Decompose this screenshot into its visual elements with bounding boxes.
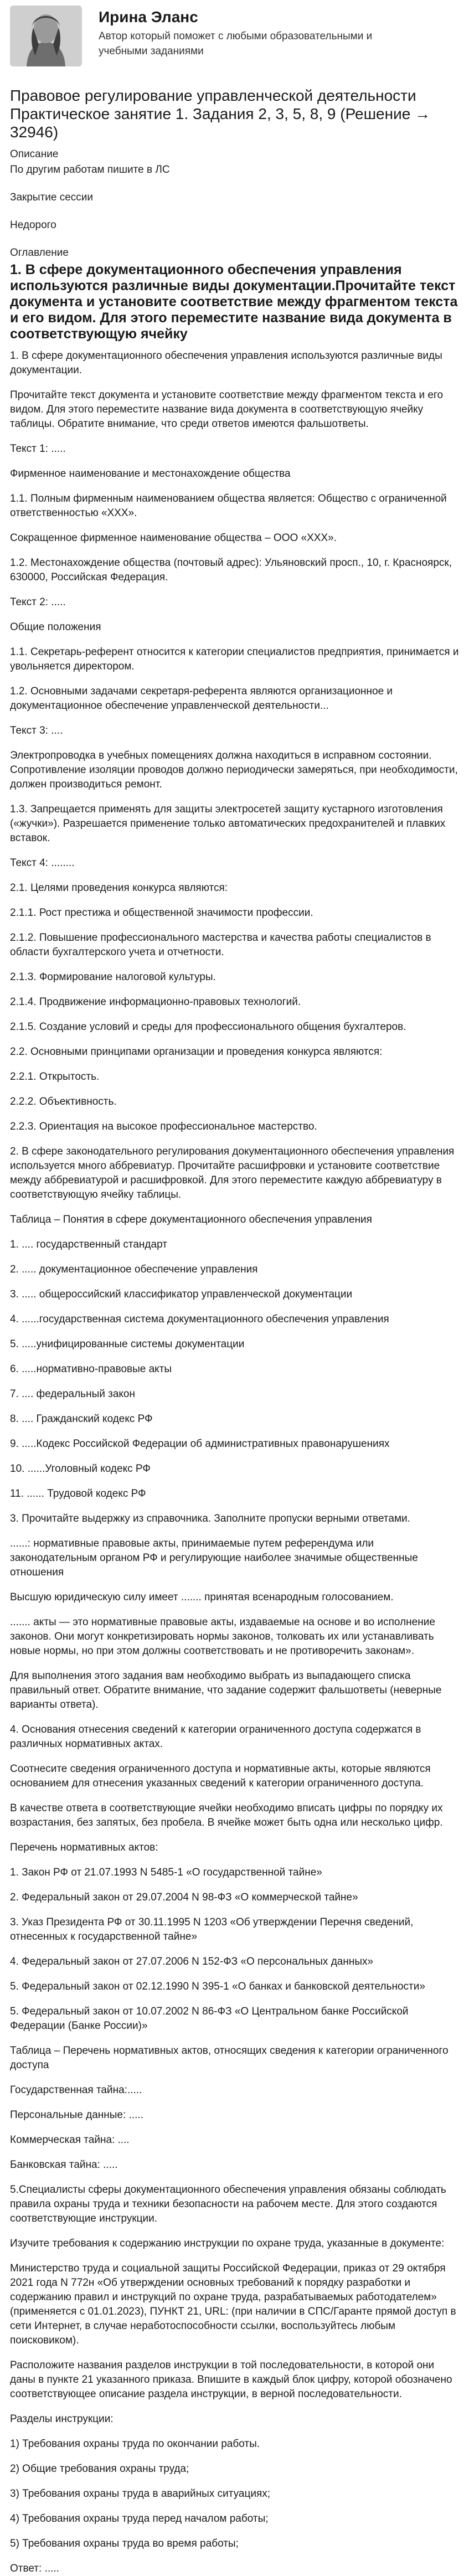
author-info — [99, 6, 409, 59]
toc-label: Оглавление — [10, 247, 69, 259]
paragraph: В качестве ответа в соответствующие ячейки необходимо вписать цифры по порядку их возрастания, без запятых, без пробела. В ячейке может быть одна или несколько цифр. — [10, 1802, 443, 1828]
paragraph: Таблица – Понятия в сфере документационного обеспечения управления — [10, 1214, 372, 1225]
paragraph: 1.2. Местонахождение общества (почтовый адрес): Ульяновский просп., 10, г. Красноярск, 630000, Российская Федерация. — [10, 557, 452, 583]
paragraph: 1.1. Полным фирменным наименованием общества является: Общество с ограниченной ответственностью «ХХХ». — [10, 493, 447, 519]
paragraph: Таблица – Перечень нормативных актов, относящих сведения к категории ограниченного доступа — [10, 2045, 449, 2071]
paragraph: 2.1.3. Формирование налоговой культуры. — [10, 971, 216, 983]
paragraph: Прочитайте текст документа и установите соответствие между фрагментом текста и его видом. Для этого переместите название вида документа в соответствующую ячейку таблицы. Обратите внимание, что среди ответов имеются фальшответы. — [10, 389, 444, 430]
author-name[interactable]: Ирина Эланс — [99, 8, 198, 25]
paragraph: Ответ: ..... — [10, 2563, 59, 2574]
paragraph: Фирменное наименование и местонахождение общества — [10, 468, 291, 480]
paragraph: Государственная тайна:..... — [10, 2084, 142, 2096]
paragraph: 5.Специалисты сферы документационного обеспечения управления обязаны соблюдать правила охраны труда и техники безопасности на рабочем месте. Для этого создаются соответствующие инструкции. — [10, 2184, 446, 2224]
paragraph: Министерство труда и социальной защиты Российской Федерации, приказ от 29 октября 2021 года N 772н «Об утверждении основных требований к порядку разработки и содержанию правил и инструкций по охране труда, разрабатываемых работодателем» (применяется с 01.01.2023), ПУНКТ 21, URL: (при наличии в СПС/Гаранте прямой доступ в сети Интернет, в случае неработоспособности ссылки, воспользуйтесь любым поисковиком). — [10, 2263, 456, 2346]
paragraph: Изучите требования к содержанию инструкции по охране труда, указанные в документе: — [10, 2238, 445, 2249]
paragraph: 11. ...... Трудовой кодекс РФ — [10, 1488, 146, 1500]
paragraph: 1.3. Запрещается применять для защиты электросетей защиту кустарного изготовления («жучки»). Разрешается применение только автоматических предохранителей и плавких вставок. — [10, 803, 446, 844]
author-avatar[interactable] — [10, 6, 82, 66]
author-description: Автор который поможет с любыми образовательными и учебными заданиями — [99, 30, 373, 57]
paragraph: 2.1.4. Продвижение информационно-правовых технологий. — [10, 996, 301, 1008]
paragraph: 4. Основания отнесения сведений к категории ограниченного доступа содержатся в различных нормативных актах. — [10, 1724, 421, 1750]
session-text: Закрытие сессии — [10, 192, 94, 203]
paragraph: 3. Указ Президента РФ от 30.11.1995 N 1203 «Об утверждении Перечня сведений, отнесенных к государственной тайне» — [10, 1916, 414, 1943]
paragraph: 2.2.1. Открытость. — [10, 1071, 100, 1083]
paragraph: Высшую юридическую силу имеет ....... принятая всенародным голосованием. — [10, 1591, 394, 1603]
paragraph: Текст 2: ..... — [10, 596, 66, 608]
paragraph: Текст 4: ........ — [10, 857, 75, 869]
paragraph: ....... акты — это нормативные правовые акты, издаваемые на основе и во исполнение законов. Они могут конкретизировать нормы законов, толковать их или устанавливать новые нормы, но при этом должны соответствовать и не противоречить законам». — [10, 1616, 435, 1657]
paragraph: 1.2. Основными задачами секретаря-референта являются организационное и документационное обеспечение управленческой деятельности... — [10, 686, 393, 712]
paragraph: 2.1.2. Повышение профессионального мастерства и качества работы специалистов в области бухгалтерского учета и отчетности. — [10, 932, 431, 958]
paragraph: 2.1.1. Рост престижа и общественной значимости профессии. — [10, 907, 313, 919]
paragraph-list — [10, 349, 459, 2576]
paragraph: 9. .....Кодекс Российской Федерации об административных правонарушениях — [10, 1438, 390, 1450]
user-photo-icon — [10, 6, 82, 66]
paragraph: 5) Требования охраны труда во время работы; — [10, 2538, 239, 2549]
document-content — [10, 262, 459, 2576]
work-title: Правовое регулирование управленческой деятельности Практическое занятие 1. Задания 2, 3, 5, 8, 9 (Решение → 32946) — [10, 87, 431, 141]
paragraph: Текст 3: .... — [10, 725, 63, 736]
paragraph: 1. В сфере документационного обеспечения управления используются различные виды документации. — [10, 350, 442, 376]
paragraph: 4) Требования охраны труда перед началом работы; — [10, 2513, 269, 2525]
paragraph: 2. ..... документационное обеспечение управления — [10, 1264, 258, 1275]
paragraph: Для выполнения этого задания вам необходимо выбрать из выпадающего списка правильный ответ. Обратите внимание, что задание содержит фальшответы (неверные варианты ответа). — [10, 1670, 442, 1711]
paragraph: 1. Закон РФ от 21.07.1993 N 5485-1 «О государственной тайне» — [10, 1867, 322, 1878]
paragraph: 3. ..... общероссийский классификатор управленческой документации — [10, 1289, 353, 1300]
paragraph: Общие положения — [10, 621, 101, 633]
paragraph: 1) Требования охраны труда по окончании работы. — [10, 2438, 260, 2450]
paragraph: 2.1.5. Создание условий и среды для профессионального общения бухгалтеров. — [10, 1021, 406, 1033]
paragraph: 1. .... государственный стандарт — [10, 1239, 167, 1250]
task-heading: 1. В сфере документационного обеспечения управления используются различные виды документации.Прочитайте текст документа и установите соответствие между фрагментом текста и его видом. Для этого переместите название вида документа в соответствующую ячейку — [10, 262, 458, 342]
paragraph: Банковская тайна: ..... — [10, 2159, 118, 2171]
paragraph: 3) Требования охраны труда в аварийных ситуациях; — [10, 2488, 271, 2500]
paragraph: 2. В сфере законодательного регулирования документационного обеспечения управления используется много аббревиатур. Прочитайте расшифровки и установите соответствие между аббревиатурой и расшифровкой. Для этого переместите каждую аббревиатуру в соответствующую ячейку таблицы. — [10, 1146, 455, 1201]
paragraph: Коммерческая тайна: .... — [10, 2134, 130, 2146]
paragraph: Текст 1: ..... — [10, 443, 66, 455]
paragraph: 5. .....унифицированные системы документации — [10, 1338, 245, 1350]
paragraph: 5. Федеральный закон от 10.07.2002 N 86-ФЗ «О Центральном банке Российской Федерации (Банке России)» — [10, 2006, 409, 2032]
paragraph: Электропроводка в учебных помещениях должна находиться в исправном состоянии. Сопротивление изоляции проводов должно периодически замеряться, при необходимости, должен производиться ремонт. — [10, 750, 458, 790]
paragraph: 2.2. Основными принципами организации и проведения конкурса являются: — [10, 1046, 383, 1058]
paragraph: Расположите названия разделов инструкции в той последовательности, в которой они даны в пункте 21 указанного приказа. Впишите в каждый блок цифру, которой обозначено соответствующее описание раздела инструкции, в верной последовательности. — [10, 2359, 452, 2400]
paragraph: 2.2.2. Объективность. — [10, 1096, 117, 1107]
paragraph: Сокращенное фирменное наименование общества – ООО «ХХХ». — [10, 532, 337, 544]
description-label: Описание — [10, 148, 59, 160]
paragraph: 6. .....нормативно-правовые акты — [10, 1363, 172, 1375]
paragraph: Соотнесите сведения ограниченного доступа и нормативные акты, которые являются основанием для отнесения указанных сведений к категории ограниченного доступа. — [10, 1763, 431, 1789]
paragraph: 2.1. Целями проведения конкурса являются: — [10, 882, 228, 894]
description-value: По другим работам пишите в ЛС — [10, 164, 170, 176]
paragraph: 7. .... федеральный закон — [10, 1388, 135, 1400]
paragraph: Разделы инструкции: — [10, 2413, 114, 2425]
paragraph: 3. Прочитайте выдержку из справочника. Заполните пропуски верными ответами. — [10, 1513, 410, 1524]
paragraph: 2) Общие требования охраны труда; — [10, 2463, 189, 2475]
paragraph: Персональные данные: ..... — [10, 2109, 143, 2121]
paragraph: 4. ......государственная система документационного обеспечения управления — [10, 1313, 389, 1325]
paragraph: 4. Федеральный закон от 27.07.2006 N 152-ФЗ «О персональных данных» — [10, 1956, 374, 1967]
price-note: Недорого — [10, 219, 56, 231]
paragraph: 2. Федеральный закон от 29.07.2004 N 98-ФЗ «О коммерческой тайне» — [10, 1892, 358, 1903]
paragraph: ......: нормативные правовые акты, принимаемые путем референдума или законодательным органом РФ и регулирующие наиболее значимые общественные отношения — [10, 1538, 418, 1578]
paragraph: 1.1. Секретарь-референт относится к категории специалистов предприятия, принимается и увольняется директором. — [10, 646, 459, 672]
paragraph: 10. ......Уголовный кодекс РФ — [10, 1463, 151, 1475]
author-card — [10, 6, 459, 72]
paragraph: 5. Федеральный закон от 02.12.1990 N 395-1 «О банках и банковской деятельности» — [10, 1981, 425, 1992]
paragraph: 8. .... Гражданский кодекс РФ — [10, 1413, 153, 1425]
paragraph: 2.2.3. Ориентация на высокое профессиональное мастерство. — [10, 1121, 317, 1132]
paragraph: Перечень нормативных актов: — [10, 1842, 158, 1853]
